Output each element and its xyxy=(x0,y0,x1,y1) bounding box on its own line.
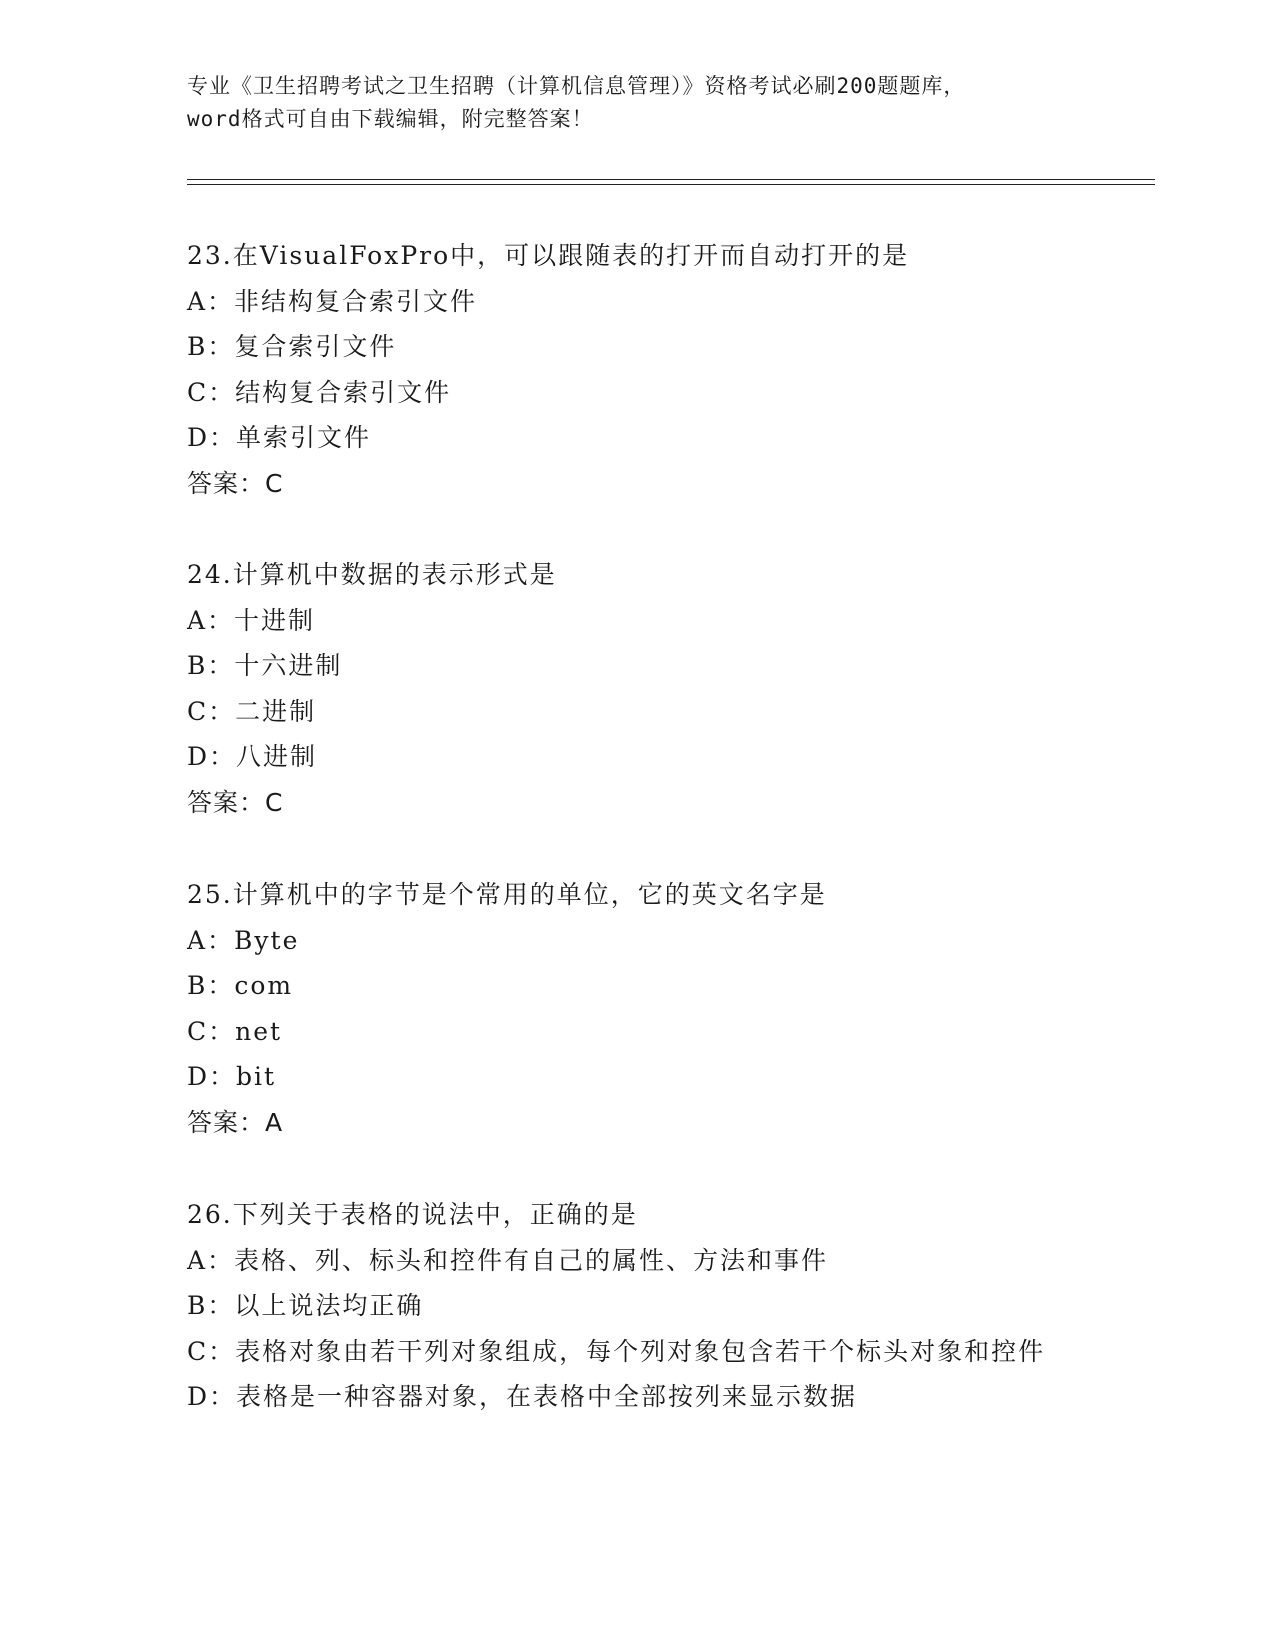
option-d: D：bit xyxy=(187,1062,277,1091)
answer-text: 答案：C xyxy=(187,787,284,817)
option-b: B：com xyxy=(187,971,294,1000)
answer-text: 答案：C xyxy=(187,468,284,498)
header-divider-bottom xyxy=(187,184,1155,185)
question-stem: 25.计算机中的字节是个常用的单位，它的英文名字是 xyxy=(187,880,827,909)
question-25 xyxy=(187,872,1087,1145)
option-d: D：八进制 xyxy=(187,742,318,771)
option-a: A：表格、列、标头和控件有自己的属性、方法和事件 xyxy=(187,1245,829,1275)
answer-text: 答案：A xyxy=(187,1107,284,1137)
question-26 xyxy=(187,1192,1087,1420)
option-a: A：十进制 xyxy=(187,605,316,635)
option-c: C：net xyxy=(187,1016,283,1046)
option-d: D：表格是一种容器对象，在表格中全部按列来显示数据 xyxy=(187,1382,858,1411)
question-stem: 26.下列关于表格的说法中，正确的是 xyxy=(187,1200,638,1229)
option-b: B：复合索引文件 xyxy=(187,332,397,361)
option-c: C：结构复合索引文件 xyxy=(187,377,452,407)
question-24 xyxy=(187,552,1087,825)
option-a: A：非结构复合索引文件 xyxy=(187,286,478,316)
header-line-2: word格式可自由下载编辑，附完整答案！ xyxy=(187,107,594,131)
option-a: A：Byte xyxy=(187,925,300,955)
header-divider-top xyxy=(187,179,1155,180)
question-23 xyxy=(187,233,1087,506)
document-header xyxy=(187,70,1087,136)
option-d: D：单索引文件 xyxy=(187,423,372,452)
question-stem: 24.计算机中数据的表示形式是 xyxy=(187,560,557,589)
option-c: C：二进制 xyxy=(187,696,317,726)
option-c: C：表格对象由若干列对象组成，每个列对象包含若干个标头对象和控件 xyxy=(187,1336,1046,1366)
option-b: B：以上说法均正确 xyxy=(187,1291,424,1320)
question-stem: 23.在VisualFoxPro中，可以跟随表的打开而自动打开的是 xyxy=(187,241,910,270)
header-line-1: 专业《卫生招聘考试之卫生招聘（计算机信息管理）》资格考试必刷200题题库， xyxy=(187,74,966,98)
option-b: B：十六进制 xyxy=(187,651,343,680)
